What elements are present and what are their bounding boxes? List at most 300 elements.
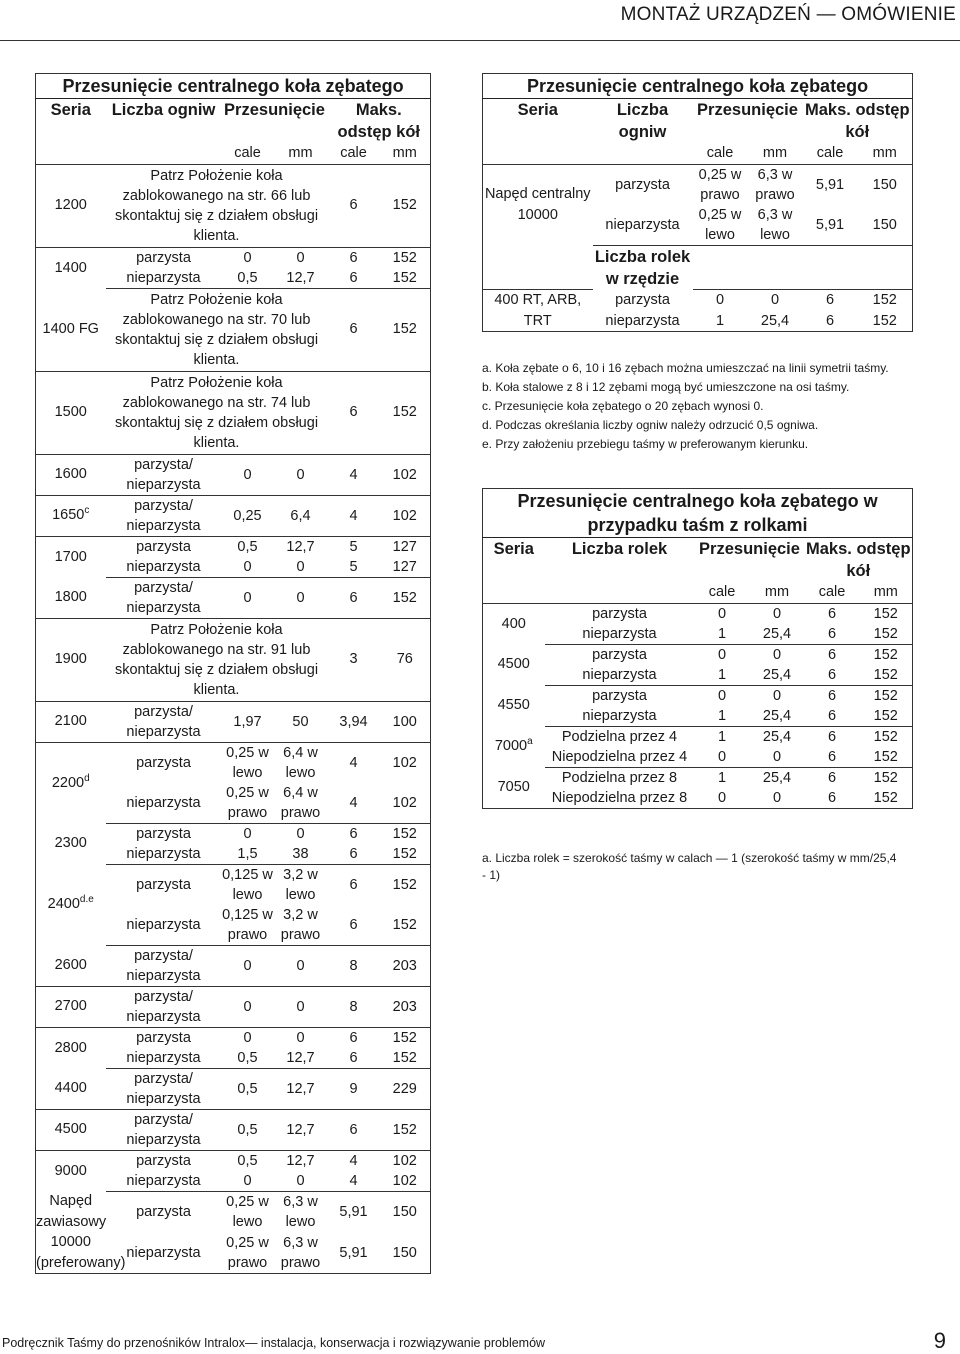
offset-in: 1,97 (222, 701, 274, 742)
max-spacing-in: 6 (827, 687, 837, 704)
series-label: 400 RT, ARB, TRT (494, 292, 582, 329)
count-parity: nieparzysta (106, 1232, 222, 1273)
max-spacing-mm: 150 (380, 1232, 431, 1273)
series-cell (36, 1150, 106, 1191)
count-parity: parzysta (136, 1029, 191, 1046)
offset-in: 0,25 (222, 495, 274, 536)
offset-in: 0,5 (222, 1068, 274, 1109)
offset-in: 1 (717, 769, 727, 786)
count-parity: Podzielna przez 8 (561, 769, 678, 786)
count-parity: Podzielna przez 4 (561, 728, 678, 745)
max-spacing-mm: 152 (392, 876, 417, 893)
offset-table-main (35, 73, 431, 1274)
offset-in: 0 (222, 1171, 274, 1192)
series-cell (483, 685, 545, 726)
series-label: 9000 (54, 1162, 87, 1179)
series-cell (36, 454, 106, 495)
offset-mm: 38 (274, 844, 328, 865)
offset-mm: 0 (274, 577, 328, 618)
offset-mm: 25,4 (748, 311, 803, 332)
max-spacing-in: 5 (349, 538, 358, 555)
series-label: 400 (501, 615, 526, 632)
col-header-max-spacing: Maks. odstęp kół (337, 101, 421, 141)
offset-mm: 25,4 (750, 665, 805, 686)
max-spacing-mm: 152 (380, 577, 431, 618)
offset-in: 0,25 w prawo (222, 783, 274, 824)
offset-in: 0 (222, 454, 274, 495)
offset-in: 0 (222, 986, 274, 1027)
max-spacing-in: 9 (328, 1068, 380, 1109)
max-spacing-mm: 229 (380, 1068, 431, 1109)
series-cell (483, 767, 545, 808)
unit-label: mm (860, 582, 913, 603)
offset-in: 0,5 (237, 1152, 258, 1169)
count-parity: parzysta (136, 754, 191, 771)
max-spacing-in: 6 (805, 706, 860, 727)
max-spacing-in: 6 (328, 371, 380, 454)
footnote-line: a. Koła zębate o 6, 10 i 16 zębach można umieszczać na linii symetrii taśmy. (482, 361, 889, 375)
offset-mm: 0 (772, 687, 782, 704)
col-header-seria: Seria (493, 540, 534, 558)
series-cell (36, 1068, 106, 1109)
count-parity: nieparzysta (106, 844, 222, 865)
max-spacing-in: 6 (328, 288, 380, 371)
max-spacing-in: 6 (349, 1029, 358, 1046)
offset-in: 0,125 w prawo (222, 905, 274, 946)
offset-mm: 0 (274, 557, 328, 578)
max-spacing-in: 6 (328, 1109, 380, 1150)
series-label: 2800 (54, 1039, 87, 1056)
count-parity: parzysta/ nieparzysta (106, 986, 222, 1027)
count-parity: nieparzysta (106, 557, 222, 578)
offset-mm: 0 (274, 1171, 328, 1192)
series-cell (36, 536, 106, 577)
count-parity: parzysta (136, 876, 191, 893)
col-header-offset: Przesunięcie (699, 540, 800, 558)
offset-mm: 3,2 w lewo (283, 866, 318, 903)
count-parity: nieparzysta (106, 1171, 222, 1192)
max-spacing-mm: 102 (392, 754, 417, 771)
offset-mm: 0 (296, 249, 305, 266)
max-spacing-in: 6 (349, 825, 358, 842)
offset-mm: 0 (750, 788, 805, 809)
offset-table-roller (482, 488, 913, 809)
footnote-line: c. Przesunięcie koła zębatego o 20 zębach wynosi 0. (482, 399, 764, 413)
max-spacing-in: 5,91 (328, 1232, 380, 1273)
max-spacing-mm: 203 (380, 945, 431, 986)
unit-label: cale (222, 143, 274, 164)
series-cell (36, 945, 106, 986)
offset-in: 0 (243, 249, 252, 266)
offset-mm: 0 (274, 986, 328, 1027)
series-label: 7000 (494, 738, 528, 755)
max-spacing-mm: 152 (860, 665, 913, 686)
max-spacing-in: 6 (328, 268, 380, 289)
max-spacing-in: 6 (328, 1048, 380, 1069)
max-spacing-mm: 152 (380, 844, 431, 865)
offset-mm: 12,7 (274, 268, 328, 289)
max-spacing-mm: 152 (873, 769, 898, 786)
unit-spacer (36, 143, 222, 164)
col-header-count: Liczba ogniw (616, 101, 669, 141)
offset-mm: 0 (750, 747, 805, 768)
offset-in: 1 (695, 665, 750, 686)
max-spacing-mm: 152 (380, 371, 431, 454)
max-spacing-mm: 152 (860, 706, 913, 727)
max-spacing-mm: 102 (380, 454, 431, 495)
max-spacing-mm: 102 (392, 1152, 417, 1169)
offset-in: 0 (717, 605, 727, 622)
count-parity: parzysta/ nieparzysta (106, 577, 222, 618)
offset-in: 0,25 w prawo (698, 166, 742, 203)
offset-in: 0,25 w lewo (226, 744, 269, 781)
max-spacing-in: 5,91 (803, 205, 858, 246)
unit-label: cale (803, 143, 858, 164)
max-spacing-in: 6 (827, 728, 837, 745)
series-label: 7050 (497, 779, 530, 795)
offset-in: 0 (717, 646, 727, 663)
max-spacing-mm: 152 (380, 164, 431, 247)
series-cell (36, 577, 106, 618)
offset-mm: 6,3 w lewo (748, 205, 803, 246)
roller-notes-block (482, 850, 902, 884)
offset-mm: 0 (772, 646, 782, 663)
offset-in: 0 (222, 945, 274, 986)
count-parity: parzysta (136, 825, 191, 842)
series-cell: 1200 (36, 164, 106, 247)
header-rule (0, 40, 960, 41)
max-spacing-in: 6 (805, 624, 860, 645)
count-parity: nieparzysta (545, 706, 695, 727)
max-spacing-in: 3,94 (328, 701, 380, 742)
unit-label: mm (858, 143, 913, 164)
series-cell: 1900 (36, 618, 106, 701)
max-spacing-mm: 152 (860, 624, 913, 645)
offset-in: 0 (222, 557, 274, 578)
max-spacing-mm: 76 (380, 618, 431, 701)
max-spacing-mm: 102 (380, 1171, 431, 1192)
offset-in: 0 (243, 825, 252, 842)
max-spacing-in: 4 (328, 783, 380, 824)
max-spacing-mm: 102 (380, 495, 431, 536)
reference-note: Patrz Położenie koła zablokowanego na str. 91 lub skontaktuj się z działem obsługi klienta. (106, 618, 328, 701)
footnote-marker: c (84, 505, 90, 517)
page-footer: Podręcznik Taśmy do przenośników Intralox— instalacja, konserwacja i rozwiązywanie problemów (2, 1336, 546, 1350)
col-header-rollers: Liczba rolek w rzędzie (594, 247, 691, 288)
count-parity: parzysta/ nieparzysta (106, 1109, 222, 1150)
unit-label: mm (748, 143, 803, 164)
max-spacing-mm: 152 (858, 311, 913, 332)
count-parity: parzysta/ nieparzysta (106, 1068, 222, 1109)
offset-in: 0 (243, 1029, 252, 1046)
series-label: 1400 (54, 259, 87, 276)
col-header-count: Liczba rolek (571, 540, 668, 558)
series-cell (483, 644, 545, 685)
max-spacing-mm: 152 (380, 905, 431, 946)
count-parity: nieparzysta (106, 1048, 222, 1069)
count-parity: parzysta (136, 538, 191, 555)
footnote-line: b. Koła stalowe z 8 i 12 zębami mogą być umieszczone na osi taśmy. (482, 380, 850, 394)
offset-in: 0 (222, 577, 274, 618)
count-parity: Niepodzielna przez 8 (545, 788, 695, 809)
series-label: Napęd centralny 10000 (484, 186, 591, 223)
col-header-seria: Seria (50, 101, 91, 119)
max-spacing-mm: 152 (873, 605, 898, 622)
max-spacing-in: 8 (328, 945, 380, 986)
series-label: 1600 (54, 466, 87, 483)
offset-in: 0,25 w lewo (226, 1193, 269, 1230)
offset-in: 0 (715, 292, 725, 309)
series-label: 2200 (51, 774, 85, 791)
series-cell (483, 290, 593, 332)
offset-in: 0,125 w lewo (222, 866, 273, 903)
page-header: MONTAŻ URZĄDZEŃ — OMÓWIENIE (620, 4, 956, 25)
max-spacing-in: 6 (803, 311, 858, 332)
max-spacing-in: 5 (328, 557, 380, 578)
unit-label: mm (274, 143, 328, 164)
offset-mm: 6,3 w lewo (283, 1193, 318, 1230)
footnote-line: d. Podczas określania liczby ogniw należy odrzucić 0,5 ogniwa. (482, 418, 819, 432)
offset-mm: 6,3 w prawo (755, 166, 795, 203)
max-spacing-in: 4 (349, 754, 358, 771)
count-parity: Niepodzielna przez 4 (545, 747, 695, 768)
series-label: 4550 (497, 697, 530, 714)
max-spacing-mm: 152 (392, 249, 417, 266)
count-parity: parzysta/ nieparzysta (106, 945, 222, 986)
count-parity: nieparzysta (106, 783, 222, 824)
offset-mm: 50 (274, 701, 328, 742)
max-spacing-in: 6 (349, 876, 358, 893)
unit-label: cale (328, 143, 380, 164)
offset-mm: 0 (296, 825, 305, 842)
max-spacing-mm: 102 (380, 783, 431, 824)
max-spacing-mm: 152 (380, 1048, 431, 1069)
series-label: 2600 (54, 957, 87, 973)
series-cell (483, 164, 593, 245)
offset-mm: 25,4 (750, 624, 805, 645)
offset-mm: 12,7 (286, 1152, 315, 1169)
series-cell: 1500 (36, 371, 106, 454)
series-label: 2100 (54, 713, 87, 730)
max-spacing-mm: 203 (380, 986, 431, 1027)
series-cell (36, 1191, 126, 1274)
offset-mm: 0 (274, 945, 328, 986)
offset-in: 0 (717, 687, 727, 704)
count-parity: parzysta (592, 605, 647, 622)
count-parity: parzysta (136, 249, 191, 266)
max-spacing-mm: 152 (873, 728, 898, 745)
max-spacing-in: 4 (349, 1152, 358, 1169)
series-cell (36, 986, 106, 1027)
notes-block (482, 360, 922, 455)
reference-note: Patrz Położenie koła zablokowanego na str. 70 lub skontaktuj się z działem obsługi klienta. (106, 288, 328, 371)
max-spacing-in: 4 (328, 1171, 380, 1192)
series-label: 1800 (54, 589, 87, 605)
col-header-offset: Przesunięcie (697, 101, 798, 119)
spacer (483, 245, 593, 290)
max-spacing-in: 6 (827, 646, 837, 663)
offset-mm: 12,7 (286, 538, 315, 555)
series-cell (483, 726, 545, 767)
offset-table-10000 (482, 73, 913, 332)
table-title: Przesunięcie centralnego koła zębatego (36, 74, 431, 99)
unit-label: mm (750, 582, 805, 603)
max-spacing-in: 6 (805, 747, 860, 768)
series-cell (36, 701, 106, 742)
max-spacing-mm: 152 (873, 687, 898, 704)
max-spacing-mm: 152 (860, 788, 913, 809)
offset-in: 0 (695, 747, 750, 768)
col-header-count: Liczba ogniw (111, 101, 216, 119)
count-parity: parzysta (615, 292, 670, 308)
max-spacing-mm: 152 (380, 1109, 431, 1150)
offset-mm: 0 (772, 605, 782, 622)
count-parity: parzysta (136, 1203, 191, 1220)
offset-in: 1 (695, 706, 750, 727)
offset-in: 0,5 (222, 1048, 274, 1069)
offset-in: 1 (693, 311, 748, 332)
max-spacing-in: 4 (328, 495, 380, 536)
series-label: 2400 (47, 896, 80, 913)
count-parity: parzysta (136, 1152, 191, 1169)
offset-mm: 6,4 w lewo (283, 744, 318, 781)
unit-label: cale (805, 582, 860, 603)
offset-in: 0 (695, 788, 750, 809)
count-parity: nieparzysta (106, 268, 222, 289)
offset-in: 0,5 (222, 1109, 274, 1150)
offset-mm: 6,4 (274, 495, 328, 536)
offset-in: 0,5 (222, 268, 274, 289)
series-label: 1650 (52, 507, 85, 524)
unit-spacer (483, 582, 695, 603)
max-spacing-in: 6 (827, 769, 837, 786)
max-spacing-mm: 152 (380, 268, 431, 289)
max-spacing-in: 3 (328, 618, 380, 701)
offset-in: 1,5 (222, 844, 274, 865)
count-parity: parzysta (615, 176, 670, 193)
max-spacing-mm: 152 (392, 825, 417, 842)
series-cell: 1400 FG (36, 288, 106, 371)
max-spacing-in: 5,91 (815, 176, 845, 193)
offset-in: 0,25 w prawo (222, 1232, 274, 1273)
series-label: 4500 (497, 656, 530, 673)
max-spacing-in: 4 (328, 454, 380, 495)
reference-note: Patrz Położenie koła zablokowanego na str. 66 lub skontaktuj się z działem obsługi klienta. (106, 164, 328, 247)
series-label: Napęd zawiasowy 10000 (preferowany) (36, 1193, 126, 1271)
series-cell (36, 495, 106, 536)
max-spacing-in: 6 (328, 905, 380, 946)
offset-mm: 0 (274, 454, 328, 495)
offset-mm: 25,4 (762, 769, 792, 786)
col-header-max-spacing: Maks. odstęp kół (806, 540, 911, 580)
count-parity: nieparzysta (545, 624, 695, 645)
max-spacing-mm: 152 (392, 1029, 417, 1046)
offset-mm: 0 (296, 1029, 305, 1046)
max-spacing-mm: 152 (860, 747, 913, 768)
footnote-marker: a (527, 736, 533, 748)
max-spacing-in: 6 (328, 164, 380, 247)
max-spacing-mm: 100 (380, 701, 431, 742)
series-label: 4400 (54, 1080, 87, 1096)
unit-label: mm (380, 143, 431, 164)
max-spacing-in: 6 (805, 665, 860, 686)
series-cell (36, 1109, 106, 1150)
reference-note: Patrz Położenie koła zablokowanego na str. 74 lub skontaktuj się z działem obsługi klienta. (106, 371, 328, 454)
series-cell (483, 603, 545, 644)
max-spacing-mm: 152 (872, 292, 897, 309)
series-label: 2700 (54, 998, 87, 1015)
unit-spacer (483, 143, 693, 164)
unit-label: cale (695, 582, 750, 603)
count-parity: parzysta (592, 687, 647, 704)
footnote-line: e. Przy założeniu przebiegu taśmy w preferowanym kierunku. (482, 437, 809, 451)
series-label: 2300 (54, 835, 87, 852)
offset-mm: 6,3 w prawo (274, 1232, 328, 1273)
offset-in: 0,5 (237, 538, 258, 555)
max-spacing-mm: 127 (392, 538, 417, 555)
col-header-max-spacing: Maks. odstęp kół (805, 101, 910, 141)
table-title: Przesunięcie centralnego koła zębatego w przypadku taśm z rolkami (483, 489, 913, 538)
series-label: 4500 (54, 1121, 87, 1138)
max-spacing-in: 6 (349, 249, 358, 266)
offset-mm: 3,2 w prawo (274, 905, 328, 946)
max-spacing-in: 5,91 (339, 1203, 368, 1220)
count-parity: nieparzysta (593, 205, 693, 246)
page-number: 9 (933, 1328, 946, 1353)
count-parity: parzysta (592, 646, 647, 663)
offset-mm: 6,4 w prawo (274, 783, 328, 824)
series-cell (36, 1027, 106, 1068)
offset-mm: 12,7 (274, 1048, 328, 1069)
max-spacing-in: 6 (827, 605, 837, 622)
max-spacing-mm: 152 (873, 646, 898, 663)
col-header-offset: Przesunięcie (224, 101, 325, 119)
offset-mm: 25,4 (750, 706, 805, 727)
offset-mm: 0 (770, 292, 780, 309)
footnote-marker: d.e (79, 894, 94, 906)
max-spacing-in: 6 (328, 577, 380, 618)
offset-mm: 12,7 (274, 1109, 328, 1150)
count-parity: parzysta/ nieparzysta (106, 701, 222, 742)
spacer (693, 245, 913, 290)
unit-label: cale (693, 143, 748, 164)
count-parity: nieparzysta (545, 665, 695, 686)
max-spacing-in: 8 (328, 986, 380, 1027)
offset-in: 1 (695, 624, 750, 645)
series-cell (36, 247, 106, 288)
series-label: 1700 (54, 548, 87, 565)
max-spacing-in: 6 (825, 292, 835, 309)
count-parity: nieparzysta (593, 311, 693, 332)
offset-in: 1 (717, 728, 727, 745)
max-spacing-mm: 150 (858, 205, 913, 246)
footnote-line: a. Liczba rolek = szerokość taśmy w calach — 1 (szerokość taśmy w mm/25,4 - 1) (482, 851, 897, 882)
max-spacing-mm: 127 (380, 557, 431, 578)
max-spacing-mm: 150 (872, 176, 897, 193)
offset-mm: 25,4 (762, 728, 792, 745)
max-spacing-mm: 152 (380, 288, 431, 371)
footnote-marker: d (84, 772, 90, 784)
series-cell (36, 864, 106, 945)
col-header-seria: Seria (517, 101, 558, 119)
count-parity: nieparzysta (106, 905, 222, 946)
max-spacing-mm: 150 (392, 1203, 417, 1220)
series-cell (36, 742, 106, 823)
count-parity: parzysta/ nieparzysta (106, 495, 222, 536)
max-spacing-in: 6 (805, 788, 860, 809)
table-title: Przesunięcie centralnego koła zębatego (483, 74, 913, 99)
offset-mm: 12,7 (274, 1068, 328, 1109)
